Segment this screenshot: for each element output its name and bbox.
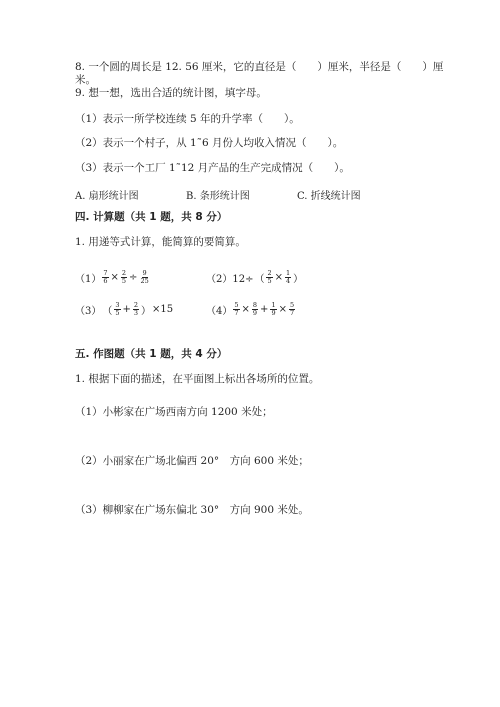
q8-line-2: 米。 xyxy=(75,74,96,86)
right-paren: ） xyxy=(293,274,304,285)
calc-problem-4 xyxy=(206,302,296,317)
fraction: $\frac{2}{5}$ xyxy=(267,269,272,285)
operator: + xyxy=(260,304,269,315)
fraction: $\frac{1}{4}$ xyxy=(286,269,291,285)
problem-label: （4） xyxy=(206,306,233,317)
operator: × xyxy=(278,304,287,315)
right-paren: ） xyxy=(141,306,152,317)
q9-item-2: （2）表示一个村子，从 1˜6 月份人均收入情况（ ）。 xyxy=(75,137,344,149)
section-5-item-2: （2）小丽家在广场北偏西 20° 方向 600 米处； xyxy=(75,455,309,467)
calc-problem-1 xyxy=(75,270,151,285)
section-4-heading: 四. 计算题（共 1 题，共 8 分） xyxy=(75,211,228,223)
section-5-item-1: （1）小彬家在广场西南方向 1200 米处； xyxy=(75,406,273,418)
operator: ÷ xyxy=(129,272,138,283)
problem-label: （2）12÷ xyxy=(206,274,254,285)
fraction: $\frac{8}{9}$ xyxy=(252,301,258,317)
q9-option-a: A. 扇形统计图 xyxy=(75,191,139,202)
fraction: $\frac{5}{7}$ xyxy=(289,301,295,317)
fraction: $\frac{7}{6}$ xyxy=(103,269,108,285)
calc-problem-2 xyxy=(206,270,304,285)
q8-line-1: 8. 一个圆的周长是 12. 56 厘米，它的直径是（ ）厘米，半径是（ ）厘 xyxy=(75,61,444,73)
section-5-item-3: （3）柳柳家在广场东偏北 30° 方向 900 米处。 xyxy=(75,504,309,516)
operator: × xyxy=(241,304,250,315)
problem-label: （1） xyxy=(75,274,102,285)
operator: × xyxy=(110,272,119,283)
operator: × xyxy=(274,272,283,283)
fraction: $\frac{3}{5}$ xyxy=(115,301,120,317)
fraction: $\frac{5}{7}$ xyxy=(234,301,239,317)
section-5-instruction: 1. 根据下面的描述，在平面图上标出各场所的位置。 xyxy=(75,373,320,385)
q9-item-3: （3）表示一个工厂 1˜12 月产品的生产完成情况（ ）。 xyxy=(75,162,350,174)
fraction: $\frac{1}{9}$ xyxy=(271,301,276,317)
q9-title: 9. 想一想，选出合适的统计图，填字母。 xyxy=(75,87,267,99)
problem-label: （3） xyxy=(75,306,102,317)
multiplier: ×15 xyxy=(152,304,174,315)
q9-option-b: B. 条形统计图 xyxy=(186,191,250,202)
fraction: $\frac{2}{5}$ xyxy=(121,269,127,285)
fraction: $\frac{9}{25}$ xyxy=(140,269,149,285)
section-4-instruction: 1. 用递等式计算，能简算的要简算。 xyxy=(75,236,246,248)
q9-item-1: （1）表示一所学校连续 5 年的升学率（ ）。 xyxy=(75,113,300,125)
left-paren: （ xyxy=(254,274,265,285)
left-paren: （ xyxy=(102,306,113,317)
section-5-heading: 五. 作图题（共 1 题，共 4 分） xyxy=(75,348,228,360)
fraction: $\frac{2}{3}$ xyxy=(133,301,139,317)
q9-option-c: C. 折线统计图 xyxy=(297,191,361,202)
operator: + xyxy=(122,304,131,315)
calc-problem-3 xyxy=(75,302,173,317)
